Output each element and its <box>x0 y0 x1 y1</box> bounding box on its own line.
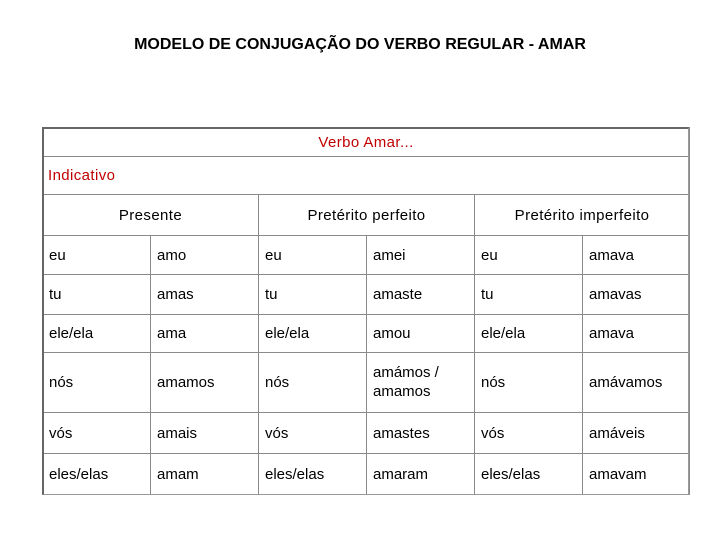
presente-cell: amamos <box>151 353 259 413</box>
table-frame <box>42 127 689 495</box>
imperfeito-cell: amáveis <box>583 412 690 454</box>
perfeito-cell: amaste <box>367 274 475 314</box>
pronoun-cell: nós <box>475 353 583 413</box>
pronoun-cell: eles/elas <box>475 454 583 495</box>
perfeito-cell: amei <box>367 236 475 275</box>
pronoun-cell: ele/ela <box>43 314 151 353</box>
pronoun-cell: eles/elas <box>43 454 151 495</box>
pronoun-cell: vós <box>475 412 583 454</box>
imperfeito-cell: amava <box>583 236 690 275</box>
perfeito-cell: amou <box>367 314 475 353</box>
imperfeito-cell: amava <box>583 314 690 353</box>
pronoun-cell: ele/ela <box>259 314 367 353</box>
tense-header-perfeito: Pretérito perfeito <box>259 194 475 236</box>
pronoun-cell: eles/elas <box>259 454 367 495</box>
perfeito-cell: amaram <box>367 454 475 495</box>
perfeito-cell: amastes <box>367 412 475 454</box>
presente-cell: amam <box>151 454 259 495</box>
perfeito-cell: amámos / amamos <box>367 353 475 413</box>
imperfeito-cell: amavam <box>583 454 690 495</box>
pronoun-cell: tu <box>259 274 367 314</box>
pronoun-cell: nós <box>43 353 151 413</box>
pronoun-cell: eu <box>475 236 583 275</box>
imperfeito-cell: amávamos <box>583 353 690 413</box>
tense-header-presente: Presente <box>43 194 259 236</box>
pronoun-cell: eu <box>43 236 151 275</box>
imperfeito-cell: amavas <box>583 274 690 314</box>
pronoun-cell: vós <box>259 412 367 454</box>
pronoun-cell: eu <box>259 236 367 275</box>
presente-cell: amais <box>151 412 259 454</box>
tense-header-imperfeito: Pretérito imperfeito <box>475 194 690 236</box>
page-title: MODELO DE CONJUGAÇÃO DO VERBO REGULAR - AMAR <box>134 36 586 53</box>
pronoun-cell: nós <box>259 353 367 413</box>
table-caption: Verbo Amar... <box>43 128 690 157</box>
pronoun-cell: tu <box>43 274 151 314</box>
presente-cell: amas <box>151 274 259 314</box>
presente-cell: ama <box>151 314 259 353</box>
pronoun-cell: tu <box>475 274 583 314</box>
pronoun-cell: vós <box>43 412 151 454</box>
pronoun-cell: ele/ela <box>475 314 583 353</box>
mood-label: Indicativo <box>43 157 690 195</box>
presente-cell: amo <box>151 236 259 275</box>
